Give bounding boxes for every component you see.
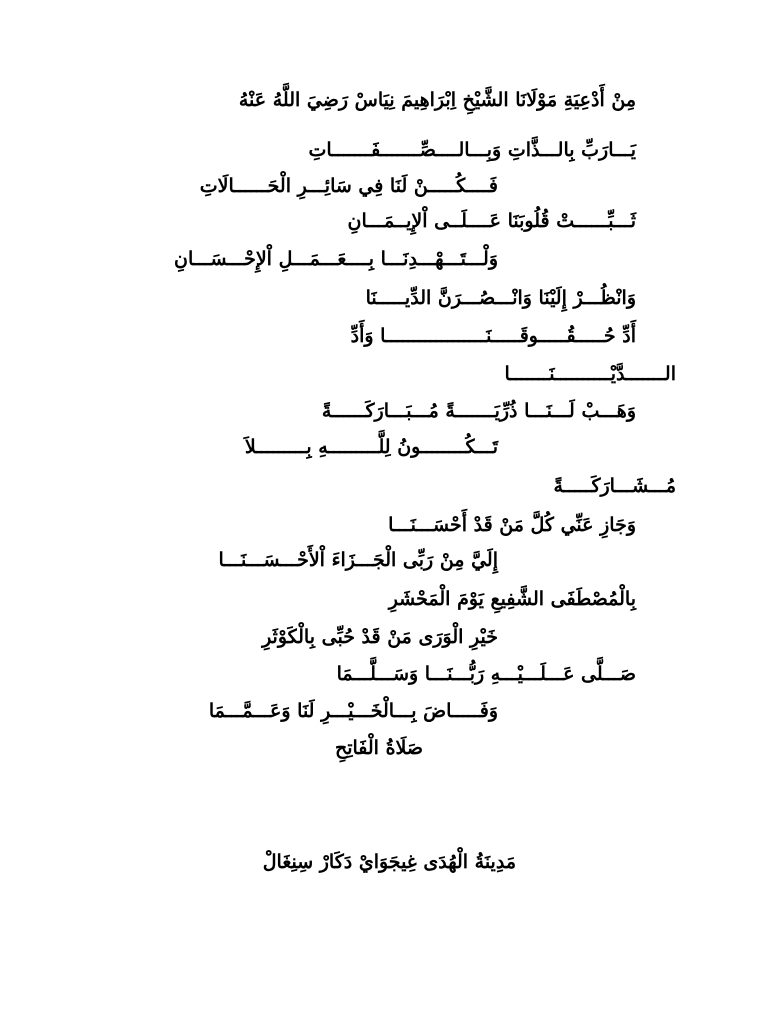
poem-line-14: خَيْرِ الْوَرَى مَنْ قَدْ حُبِّى بِالْكَوْثَرِ (262, 626, 498, 648)
poem-line-7: الـــــــدَّيْــــــــــنَـــــــا (504, 363, 676, 385)
poem-line-12: إِلَيَّ مِنْ رَبِّى الْجَـــزَاءَ اْلأَحْـــسَـــنَـــا (218, 549, 498, 571)
poem-line-8: وَهَـــبْ لَـــنَـــا ذُرِّيَـــــــةً مُـــبَـــارَكَــــــةً (321, 400, 636, 422)
poem-line-15: صَـــلَّى عَـــلَـــيْـــهِ رَبُّـــنَـــا وَسَـــلَّـــمَا (336, 663, 636, 685)
poem-line-3: ثَـــبِّــــــتْ قُلُوبَنَا عَــــلَــى اْلإِيــمَـــانِ (347, 210, 636, 232)
poem-line-2: فَــــكُـــــنْ لَنَا فِي سَائِـــرِ الْحَــــــالَاتِ (199, 175, 498, 197)
poem-line-5: وَانْظُـــرْ إِلَيْنَا وَانْـــصُـــرَنَّ الدِّيـــــنَا (365, 287, 636, 309)
poem-line-17: صَلَاةُ الْفَاتِحِ (334, 737, 423, 759)
document-footer: مَدِينَةُ الْهُدَى غِيجَوَايْ دَكَارْ سِنِغَالْ (262, 851, 516, 873)
poem-line-6: أَدِّ حُـــــقُـــــوقَـــــنَــــــــــــــــــا وَأَدِّ (350, 325, 636, 347)
poem-line-16: وَفَـــــاضَ بِـــالْخَـــيْـــرِ لَنَا وَعَـــمَّـــمَا (208, 700, 498, 722)
poem-line-11: وَجَازِ عَنِّي كُلَّ مَنْ قَدْ أَحْسَـــنَـــا (388, 514, 636, 536)
poem-line-13: بِالْمُصْطَفَى الشَّفِيعِ يَوْمَ الْمَحْشَرِ (388, 588, 636, 610)
document-title: مِنْ أَدْعِيَةِ مَوْلَانَا الشَّيْخِ اِبْرَاهِيمَ نِيَاسْ رَضِيَ اللَّهُ عَنْهُ (238, 89, 636, 111)
poem-line-10: مُـــشَـــارَكَـــــةً (553, 475, 676, 497)
poem-line-4: وَلْـــتَـــهْـــدِنَـــا بِــــعَـــمَـــلِ اْلإِحْـــسَـــانِ (174, 248, 498, 270)
poem-line-9: تَـــكُــــــــونُ لِلَّـــــــــهِ بِـــــــــلاَ (244, 436, 498, 458)
poem-line-1: يَـــارَبِّ بِالـــذَّاتِ وَبِـــالــــصِّـــــــفَـــــــاتِ (308, 139, 636, 161)
